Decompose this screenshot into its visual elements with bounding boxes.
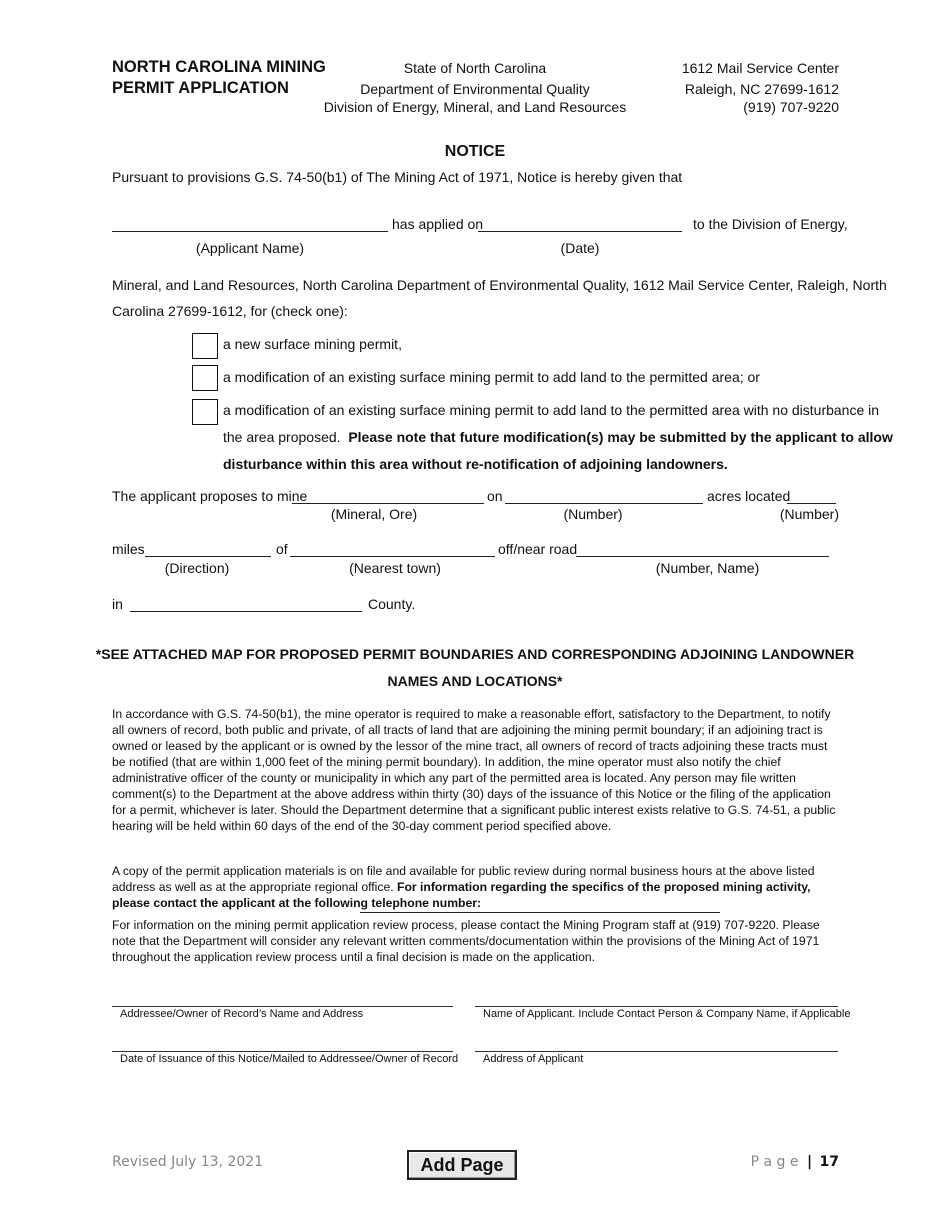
applicant-name-sig-label: Name of Applicant. Include Contact Person & Company Name, if Applicable	[483, 1008, 851, 1020]
mineral-label: (Mineral, Ore)	[330, 506, 418, 522]
review-process-paragraph: For information on the mining permit application review process, please contact the Mining Program staff at (919) 707-9220. Please note that the Department will consider any relevant written comments/documentation within the provisions of the Mining Act of 1971 throughout the application review process until a final decision is made on the application.	[112, 918, 820, 964]
option-modification: a modification of an existing surface mining permit to add land to the permitted area; or	[223, 369, 760, 385]
mineral-field[interactable]	[292, 488, 484, 504]
applicant-address-line[interactable]	[475, 1051, 838, 1052]
applicant-name-field[interactable]	[112, 216, 388, 232]
option-no-disturbance-line3: disturbance within this area without re-notification of adjoining landowners.	[223, 456, 728, 472]
applicant-address-label: Address of Applicant	[483, 1053, 584, 1065]
address-line3: (919) 707-9220	[743, 99, 839, 115]
addressee-label: Addressee/Owner of Record’s Name and Address	[120, 1008, 364, 1020]
date-issuance-label: Date of Issuance of this Notice/Mailed to Addressee/Owner of Record	[120, 1053, 459, 1065]
page-number: 17	[819, 1154, 839, 1170]
map-notice-line1: *SEE ATTACHED MAP FOR PROPOSED PERMIT BOUNDARIES AND CORRESPONDING ADJOINING LANDOWNER	[95, 646, 855, 662]
applicant-name-label: (Applicant Name)	[195, 240, 305, 256]
county-text: County.	[368, 596, 416, 612]
agency-line3: Division of Energy, Mineral, and Land Resources	[323, 99, 627, 115]
agency-line1: State of North Carolina	[403, 60, 547, 76]
road-label: (Number, Name)	[655, 560, 760, 576]
public-review-text: A copy of the permit application materials is on file and available for public review during normal business hours at the above listed address as well as at the appropriate regional office.	[112, 864, 815, 894]
county-field[interactable]	[130, 596, 362, 612]
form-title-line2: PERMIT APPLICATION	[112, 79, 289, 97]
map-notice-line2: NAMES AND LOCATIONS*	[387, 673, 563, 689]
option-new-permit: a new surface mining permit,	[223, 336, 402, 352]
page-separator: |	[806, 1154, 813, 1170]
notice-intro: Pursuant to provisions G.S. 74-50(b1) of The Mining Act of 1971, Notice is hereby given that	[112, 169, 683, 185]
direction-field[interactable]	[145, 541, 271, 557]
acres-located-text: acres located	[707, 488, 791, 504]
date-issuance-line[interactable]	[112, 1051, 453, 1052]
direction-label: (Direction)	[164, 560, 230, 576]
option-no-disturbance-bold: Please note that future modification(s) may be submitted by the applicant to allow	[348, 429, 893, 445]
of-text: of	[276, 541, 288, 557]
to-division-text: to the Division of Energy,	[693, 216, 848, 232]
notice-heading: NOTICE	[444, 143, 506, 160]
nearest-town-label: (Nearest town)	[349, 560, 441, 576]
page-indicator	[751, 1154, 839, 1170]
modification-checkbox[interactable]	[192, 365, 218, 391]
miles-number-label: (Number)	[779, 506, 839, 522]
miles-number-field[interactable]	[787, 488, 836, 504]
modification-no-disturbance-checkbox[interactable]	[192, 399, 218, 425]
road-field[interactable]	[576, 541, 829, 557]
division-line2: Carolina 27699-1612, for (check one):	[112, 303, 348, 319]
option-no-disturbance-normal: the area proposed.	[223, 429, 341, 445]
form-title-line1: NORTH CAROLINA MINING	[112, 58, 326, 76]
option-no-disturbance-line1: a modification of an existing surface mining permit to add land to the permitted area with no disturbance in	[223, 402, 880, 418]
address-line2: Raleigh, NC 27699-1612	[684, 81, 839, 97]
in-text: in	[112, 596, 123, 612]
date-label: (Date)	[560, 240, 600, 256]
miles-text: miles	[112, 541, 145, 557]
address-line1: 1612 Mail Service Center	[681, 60, 839, 76]
notification-paragraph: In accordance with G.S. 74-50(b1), the mine operator is required to make a reasonable effort, satisfactory to the Department, to notify all owners of record, both public and private, of all tracts of land that are adjoining the mining permit boundary; if an adjoining tract is owned or leased by the applicant or is owned by the lessor of the mine tract, all owners of record of tracts adjoining these tracts must be notified (that are within 1,000 feet of the mining permit boundary). In addition, the mine operator must also notify the chief administrative officer of the county or municipality in which any part of the permitted area is located. Any person may file written comment(s) to the Department at the above address within thirty (30) days of the issuance of this Notice or the filing of the application for a permit, whichever is later. Should the Department determine that a significant public interest exists relative to G.S. 74-51, a public hearing will be held within 60 days of the end of the 30-day comment period specified above.	[112, 707, 836, 833]
addressee-line[interactable]	[112, 1006, 453, 1007]
revised-date: Revised July 13, 2021	[112, 1154, 264, 1170]
add-page-button[interactable]: Add Page	[407, 1150, 517, 1180]
applicant-name-line[interactable]	[475, 1006, 838, 1007]
proposes-text: The applicant proposes to mine	[112, 488, 308, 504]
acres-field[interactable]	[505, 488, 703, 504]
contact-instruction: For information regarding the specifics of the proposed mining activity, please contact the applicant at the following telephone number:	[112, 880, 811, 910]
application-date-field[interactable]	[478, 216, 682, 232]
off-near-road-text: off/near road	[498, 541, 578, 557]
acres-number-label: (Number)	[563, 506, 623, 522]
division-line1: Mineral, and Land Resources, North Carolina Department of Environmental Quality, 1612 Mail Service Center, Raleigh, North	[112, 277, 887, 293]
new-permit-checkbox[interactable]	[192, 333, 218, 359]
telephone-field[interactable]	[360, 900, 720, 913]
page-word: P a g e	[750, 1154, 799, 1170]
applied-on-text: has applied on	[392, 216, 484, 232]
agency-line2: Department of Environmental Quality	[360, 81, 590, 97]
on-text: on	[487, 488, 503, 504]
option-no-disturbance-line2	[223, 429, 893, 445]
nearest-town-field[interactable]	[290, 541, 495, 557]
